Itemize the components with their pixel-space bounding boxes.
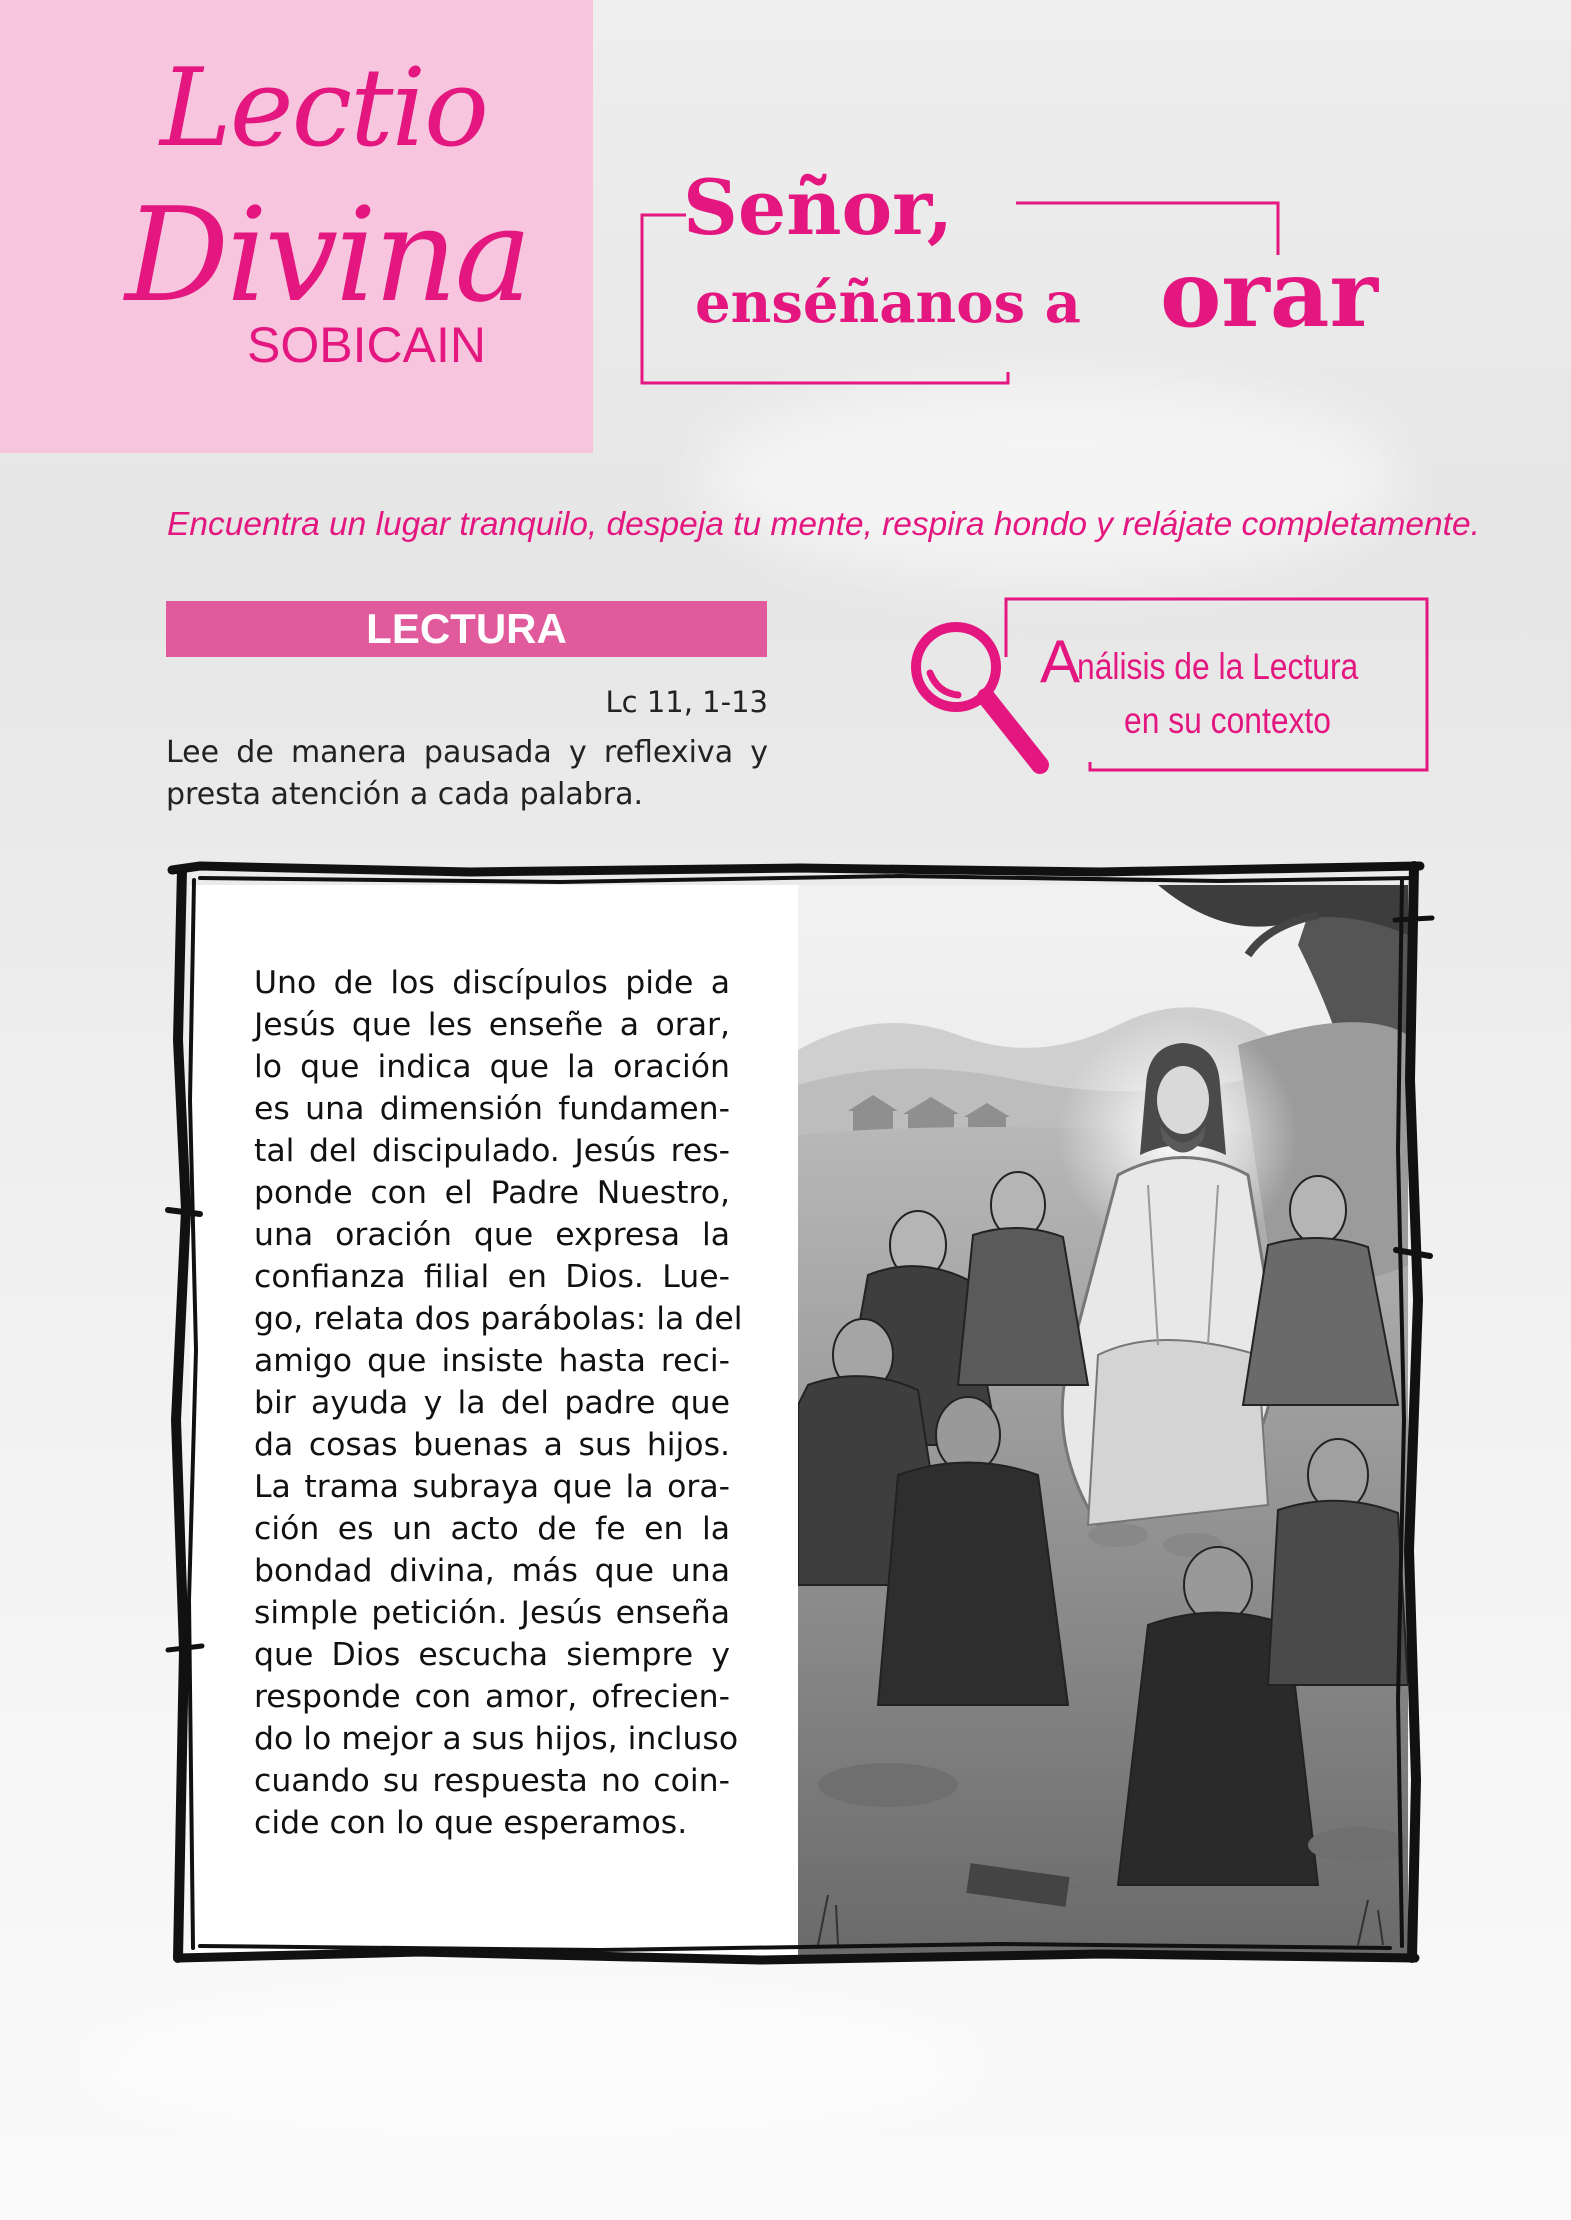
text-line: es una dimensión fundamen-	[254, 1091, 730, 1127]
text-line: La trama subraya que la ora-	[254, 1469, 730, 1505]
text-line: da cosas buenas a sus hijos.	[254, 1427, 730, 1463]
text-line: ción es un acto de fe en la	[254, 1511, 730, 1547]
logo-lectio: Lectio	[160, 46, 488, 171]
lectura-heading: LECTURA	[166, 601, 767, 657]
text-line: go, relata dos parábolas: la del	[254, 1301, 743, 1337]
text-line: lo que indica que la oración	[254, 1049, 730, 1085]
text-line: responde con amor, ofrecien-	[254, 1679, 730, 1715]
text-line: bondad divina, más que una	[254, 1553, 730, 1589]
text-line: amigo que insiste hasta reci-	[254, 1343, 730, 1379]
analysis-capital: A	[1040, 628, 1081, 695]
text-line: una oración que expresa la	[254, 1217, 730, 1253]
title-line-2: enséñanos a	[695, 270, 1081, 336]
text-line: que Dios escucha siempre y	[254, 1637, 730, 1673]
text-line: ponde con el Padre Nuestro,	[254, 1175, 730, 1211]
text-line: tal del discipulado. Jesús res-	[254, 1133, 730, 1169]
text-line: Jesús que les enseñe a orar,	[254, 1007, 730, 1043]
logo-sobicain: SOBICAIN	[247, 317, 486, 373]
text-line: cide con lo que esperamos.	[254, 1805, 688, 1841]
text-line: confianza filial en Dios. Lue-	[254, 1259, 730, 1295]
text-line: do lo mejor a sus hijos, incluso	[254, 1721, 739, 1757]
text-line: bir ayuda y la del padre que	[254, 1385, 730, 1421]
scripture-reference: Lc 11, 1-13	[605, 685, 768, 719]
analysis-title-line-1: nálisis de la Lectura	[1077, 646, 1359, 687]
intro-text: Encuentra un lugar tranquilo, despeja tu mente, respira hondo y relájate completamente.	[167, 506, 1480, 543]
analysis-title-line-2: en su contexto	[1124, 700, 1331, 741]
title-line-3: orar	[1160, 240, 1378, 348]
text-line: Uno de los discípulos pide a	[254, 965, 730, 1001]
reading-instruction: Lee de manera pausada y reflexiva y presta atención a cada palabra.	[166, 735, 768, 812]
logo-divina: Divina	[125, 179, 530, 331]
title-line-1: Señor,	[683, 163, 954, 252]
text-line: cuando su respuesta no coin-	[254, 1763, 730, 1799]
text-line: simple petición. Jesús enseña	[254, 1595, 730, 1631]
